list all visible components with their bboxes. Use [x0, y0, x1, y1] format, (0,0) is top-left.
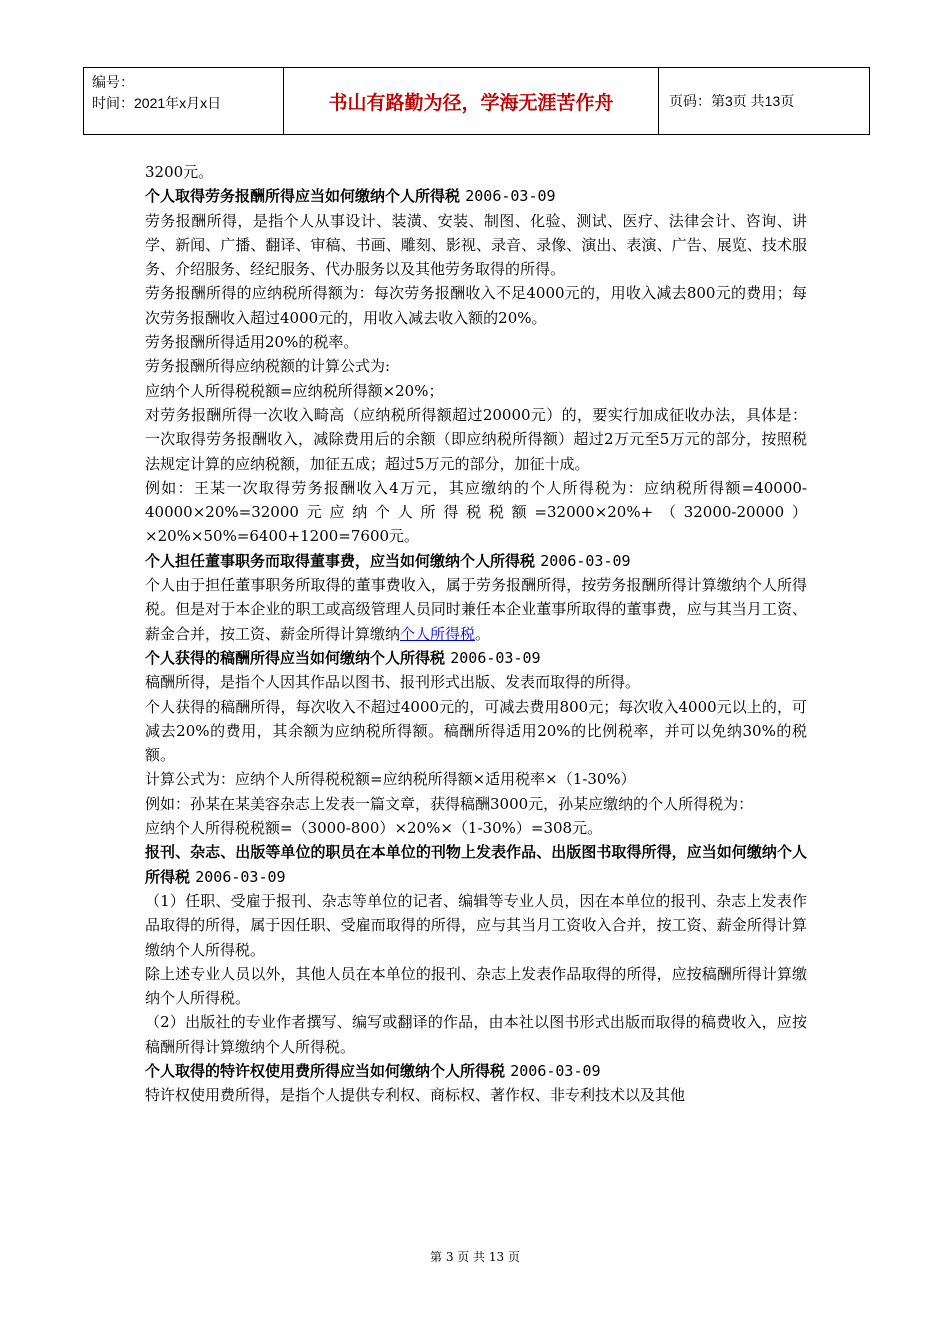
paragraph: 劳务报酬所得适用20%的税率。: [145, 333, 359, 352]
paragraph: 劳务报酬所得的应纳税所得额为：每次劳务报酬收入不足4000元的，用收入减去800元的费用；每次劳务报酬收入超过4000元的，用收入减去收入额的20%。: [145, 284, 807, 327]
section-heading: [145, 840, 807, 889]
paragraph: 个人获得的稿酬所得，每次收入不超过4000元的，可减去费用800元；每次收入4000元以上的，可减去20%的费用，其余额为应纳税所得额。稿酬所得适用20%的比例税率，并可以免纳30%的税额。: [145, 697, 807, 765]
formula: 计算公式为：应纳个人所得税税额=应纳税所得额×适用税率×（1-30%）: [145, 770, 636, 789]
header-motto: 书山有路勤为径，学海无涯苦作舟: [284, 68, 659, 134]
paragraph: 劳务报酬所得应纳税额的计算公式为:: [145, 357, 391, 376]
document-time-label: 时间：2021年x月x日: [92, 95, 222, 111]
document-body: [145, 160, 807, 1108]
header-meta: [84, 68, 284, 134]
paragraph: （2）出版社的专业作者撰写、编写或翻译的作品，由本社以图书形式出版而取得的稿费收入，应按稿酬所得计算缴纳个人所得税。: [145, 1013, 807, 1056]
paragraph: 特许权使用费所得，是指个人提供专利权、商标权、著作权、非专利技术以及其他: [145, 1086, 686, 1105]
section-heading: [145, 549, 807, 573]
example-paragraph: 例如：孙某在某美容杂志上发表一篇文章，获得稿酬3000元，孙某应缴纳的个人所得税为：: [145, 794, 754, 813]
formula: 应纳个人所得税税额=应纳税所得额×20%；: [145, 381, 444, 400]
example-paragraph: 例如：王某一次取得劳务报酬收入4万元，其应缴纳的个人所得税为：应纳税所得额=40000-40000×20%=32000元应纳个人所得税税额=32000×20%+（32000-20000）×20%×50%=6400+1200=7600元。: [145, 478, 807, 546]
paragraph: （1）任职、受雇于报刊、杂志等单位的记者、编辑等专业人员，因在本单位的报刊、杂志上发表作品取得的所得，属于因任职、受雇而取得的所得，应与其当月工资收入合并，按工资、薪金所得计算缴纳个人所得税。: [145, 891, 807, 959]
page-header: [83, 67, 870, 135]
section-title: 个人获得的稿酬所得应当如何缴纳个人所得税: [145, 648, 446, 667]
section-title: 报刊、杂志、出版等单位的职员在本单位的刊物上发表作品、出版图书取得所得，应当如何缴纳个人所得税: [145, 843, 807, 886]
paragraph: [145, 573, 807, 646]
paragraph: 劳务报酬所得，是指个人从事设计、装潢、安装、制图、化验、测试、医疗、法律会计、咨询、讲学、新闻、广播、翻译、审稿、书画、雕刻、影视、录音、录像、演出、表演、广告、展览、技术服务、介绍服务、经纪服务、代办服务以及其他劳务取得的所得。: [145, 211, 807, 279]
paragraph: 对劳务报酬所得一次收入畸高（应纳税所得额超过20000元）的，要实行加成征收办法，具体是：一次取得劳务报酬收入，减除费用后的余额（即应纳税所得额）超过2万元至5万元的部分，按照税法规定计算的应纳税额，加征五成；超过5万元的部分，加征十成。: [145, 405, 807, 473]
section-date: 2006-03-09: [195, 867, 286, 886]
formula: 应纳个人所得税税额=（3000-800）×20%×（1-30%）=308元。: [145, 819, 603, 838]
section-date: 2006-03-09: [540, 551, 631, 570]
section-title: 个人担任董事职务而取得董事费，应当如何缴纳个人所得税: [145, 551, 536, 570]
section-date: 2006-03-09: [465, 187, 556, 206]
section-title: 个人取得的特许权使用费所得应当如何缴纳个人所得税: [145, 1061, 506, 1080]
income-tax-link[interactable]: 个人所得税: [400, 624, 476, 643]
document-number-label: 编号：: [92, 74, 134, 90]
paragraph-end: 。: [475, 624, 491, 643]
paragraph-text: 个人由于担任董事职务所取得的董事费收入，属于劳务报酬所得，按劳务报酬所得计算缴纳个人所得税。但是对于本企业的职工或高级管理人员同时兼任本企业董事所取得的董事费，应与其当月工资、薪金合并，按工资、薪金所得计算缴纳: [145, 576, 807, 643]
section-date: 2006-03-09: [510, 1061, 601, 1080]
paragraph: 除上述专业人员以外，其他人员在本单位的报刊、杂志上发表作品取得的所得，应按稿酬所得计算缴纳个人所得税。: [145, 964, 807, 1008]
section-heading: [145, 1059, 807, 1083]
section-date: 2006-03-09: [450, 648, 541, 667]
section-heading: [145, 184, 807, 208]
header-page-info: 页码：第3页 共13页: [669, 93, 795, 109]
paragraph: 3200元。: [145, 163, 214, 181]
section-title: 个人取得劳务报酬所得应当如何缴纳个人所得税: [145, 187, 461, 206]
section-heading: [145, 646, 807, 670]
paragraph: 稿酬所得，是指个人因其作品以图书、报刊形式出版、发表而取得的所得。: [145, 673, 641, 692]
page-footer: 第 3 页 共 13 页: [430, 1250, 520, 1264]
